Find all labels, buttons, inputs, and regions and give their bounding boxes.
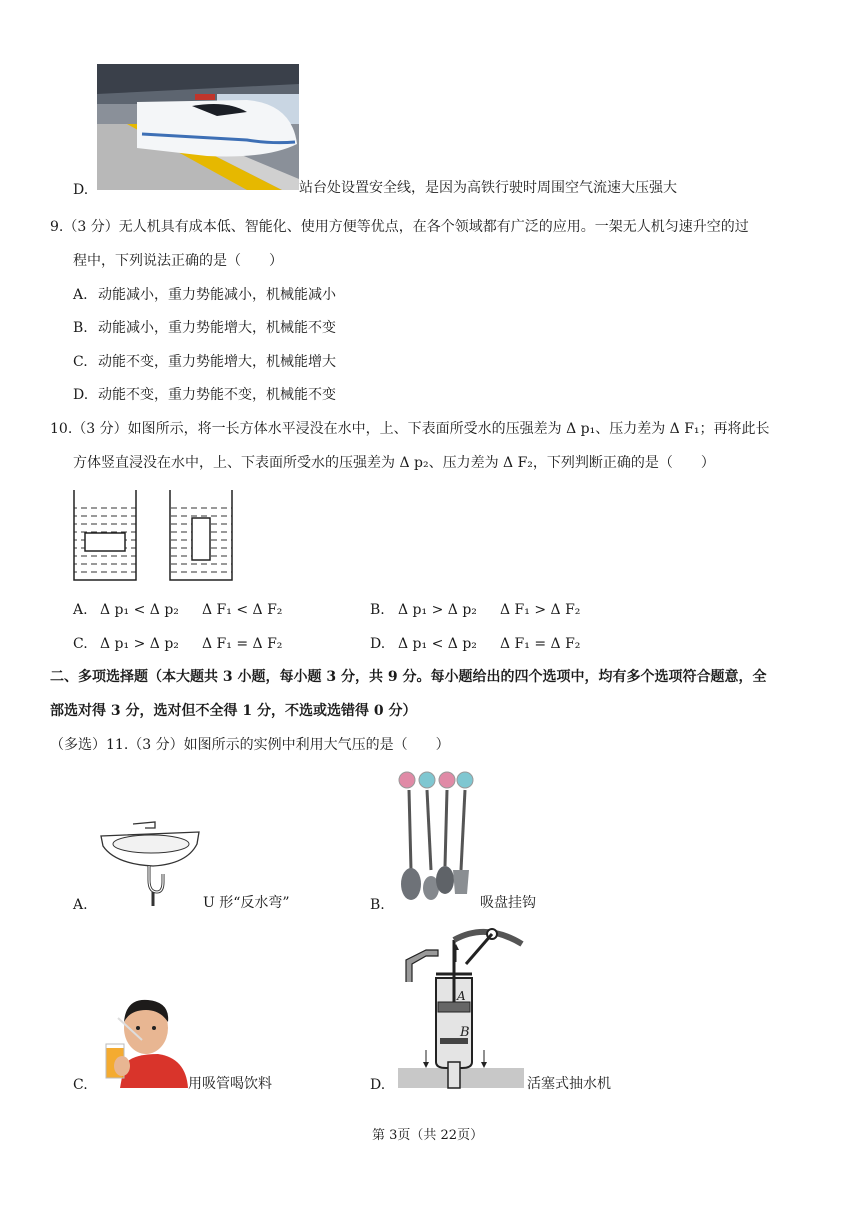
q9-option-letter: C. xyxy=(73,354,88,370)
q9-option-letter: A. xyxy=(73,287,88,303)
q9-option-text: 动能不变，重力势能不变，机械能不变 xyxy=(98,387,336,403)
q9-option-text: 动能不变，重力势能增大，机械能增大 xyxy=(98,354,336,370)
suction-cup-hooks-image xyxy=(395,770,477,908)
q10-option-dp: Δ p₁ > Δ p₂ xyxy=(100,636,179,652)
pump-label-a: A xyxy=(457,989,466,1003)
section2-heading-line2: 部选对得 3 分，选对但不全得 1 分，不选或选错得 0 分） xyxy=(50,703,417,719)
pump-label-b: B xyxy=(460,1025,470,1040)
q10-option-letter: B. xyxy=(370,602,385,618)
q11-option-caption: U 形“反水弯” xyxy=(203,895,290,911)
submerged-block-diagram xyxy=(70,488,240,584)
q11-option-letter: B. xyxy=(370,897,385,913)
q9-option-letter: B. xyxy=(73,320,88,336)
sink-u-trap-image xyxy=(97,818,203,908)
q10-stem-line1: 10.（3 分）如图所示，将一长方体水平浸没在水中，上、下表面所受水的压强差为 Δ p₁、压力差为 Δ F₁；再将此长 xyxy=(50,421,770,437)
q10-option-letter: C. xyxy=(73,636,88,652)
q11-option-letter: D. xyxy=(370,1077,386,1093)
q9-option-text: 动能减小，重力势能增大，机械能不变 xyxy=(98,320,336,336)
q9-stem-line2: 程中，下列说法正确的是（ ） xyxy=(73,253,283,269)
q10-option-letter: D. xyxy=(370,636,386,652)
q10-option-df: Δ F₁ = Δ F₂ xyxy=(500,636,581,652)
q10-stem-line2: 方体竖直浸没在水中，上、下表面所受水的压强差为 Δ p₂、压力差为 Δ F₂，下列判断正确的是（ ） xyxy=(73,455,715,471)
page-footer: 第 3页（共 22页） xyxy=(372,1128,484,1143)
piston-pump-diagram xyxy=(396,922,528,1090)
q8-option-d-letter: D. xyxy=(73,182,89,198)
q11-option-caption: 吸盘挂钩 xyxy=(480,895,536,911)
q9-option-letter: D. xyxy=(73,387,89,403)
q11-option-caption: 活塞式抽水机 xyxy=(527,1076,611,1092)
q11-stem: （多选）11.（3 分）如图所示的实例中利用大气压的是（ ） xyxy=(50,737,450,753)
q9-stem-line1: 9.（3 分）无人机具有成本低、智能化、使用方便等优点，在各个领域都有广泛的应用。一架无人机匀速升空的过 xyxy=(50,219,749,235)
q10-option-df: Δ F₁ > Δ F₂ xyxy=(500,602,581,618)
child-drinking-straw-photo xyxy=(100,988,188,1088)
section2-heading-line1: 二、多项选择题（本大题共 3 小题，每小题 3 分，共 9 分。每小题给出的四个选项中，均有多个选项符合题意，全 xyxy=(50,669,767,685)
high-speed-train-photo xyxy=(97,64,299,190)
q10-option-dp: Δ p₁ < Δ p₂ xyxy=(100,602,179,618)
q11-option-caption: 用吸管喝饮料 xyxy=(188,1076,272,1092)
q9-option-text: 动能减小，重力势能减小，机械能减小 xyxy=(98,287,336,303)
q10-option-df: Δ F₁ = Δ F₂ xyxy=(202,636,283,652)
q10-option-dp: Δ p₁ > Δ p₂ xyxy=(398,602,477,618)
q8-option-d-text: 站台处设置安全线，是因为高铁行驶时周围空气流速大压强大 xyxy=(299,180,677,196)
q11-option-letter: C. xyxy=(73,1077,88,1093)
q11-option-letter: A. xyxy=(73,897,88,913)
q10-option-df: Δ F₁ < Δ F₂ xyxy=(202,602,283,618)
q10-option-letter: A. xyxy=(73,602,88,618)
q10-option-dp: Δ p₁ < Δ p₂ xyxy=(398,636,477,652)
